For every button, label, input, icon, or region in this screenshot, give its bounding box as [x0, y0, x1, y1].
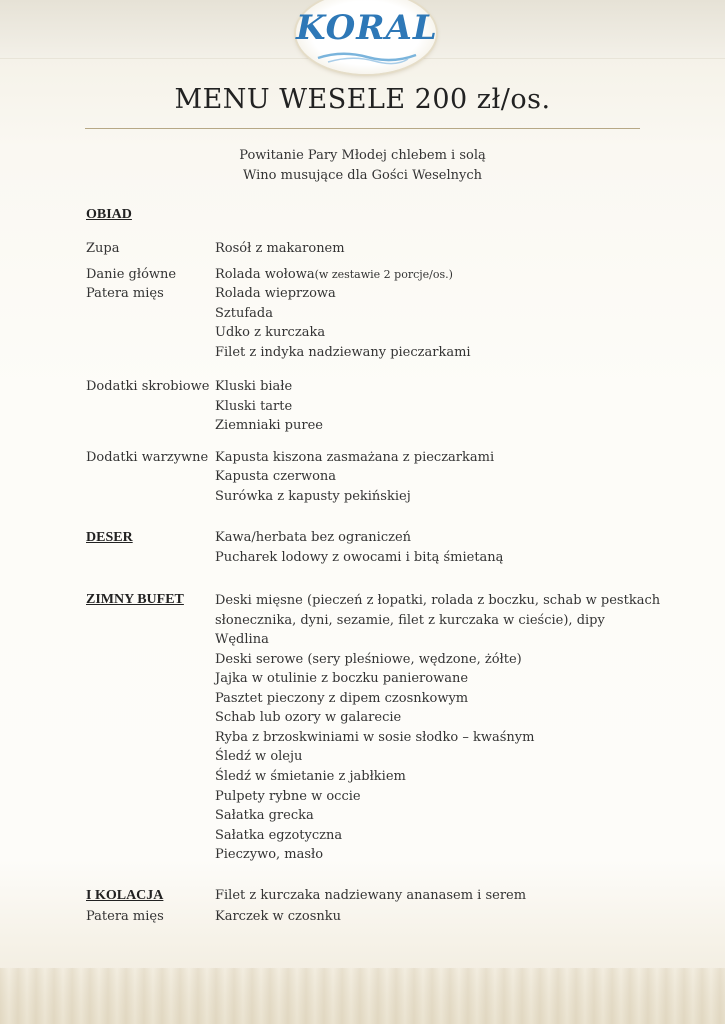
wave-icon [312, 48, 422, 66]
menu-item: Sztufada [215, 306, 273, 321]
section-deser-heading: DESER [86, 530, 133, 545]
intro-line: Powitanie Pary Młodej chlebem i solą [239, 148, 486, 163]
menu-item: Ryba z brzoskwiniami w sosie słodko – kwaśnym [215, 730, 535, 745]
menu-item: Jajka w otulinie z boczku panierowane [215, 671, 469, 686]
menu-item: Schab lub ozory w galarecie [215, 710, 402, 725]
menu-item: słonecznika, dyni, sezamie, filet z kurczaka w cieście), dipy [215, 613, 605, 628]
label-dodatki-skrobiowe: Dodatki skrobiowe [86, 379, 210, 394]
title-divider [85, 128, 640, 129]
label-dodatki-warzywne: Dodatki warzywne [86, 450, 209, 465]
label-patera-mies: Patera mięs [86, 286, 164, 301]
menu-item: Deski mięsne (pieczeń z łopatki, rolada z boczku, schab w pestkach [215, 593, 661, 608]
menu-item: Kapusta kiszona zasmażana z pieczarkami [215, 450, 495, 465]
section-kolacja-heading: I KOLACJA [86, 888, 164, 903]
menu-item: Udko z kurczaka [215, 325, 326, 340]
section-obiad-heading: OBIAD [86, 207, 132, 222]
menu-item: Rolada wieprzowa [215, 286, 336, 301]
menu-title: MENU WESELE 200 zł/os. [174, 84, 551, 115]
menu-item: Kawa/herbata bez ograniczeń [215, 530, 412, 545]
menu-item: Rosół z makaronem [215, 241, 345, 256]
menu-item: Kapusta czerwona [215, 469, 337, 484]
menu-item: Ziemniaki puree [215, 418, 323, 433]
label-danie-glowne: Danie główne [86, 267, 177, 282]
menu-item: Pasztet pieczony z dipem czosnkowym [215, 691, 469, 706]
menu-item: Surówka z kapusty pekińskiej [215, 489, 411, 504]
label-zupa: Zupa [86, 241, 120, 256]
menu-item: Filet z kurczaka nadziewany ananasem i serem [215, 888, 527, 903]
menu-item: Kluski tarte [215, 399, 293, 414]
menu-item: Karczek w czosnku [215, 909, 342, 924]
menu-item: Sałatka egzotyczna [215, 828, 343, 843]
menu-item: Filet z indyka nadziewany pieczarkami [215, 345, 471, 360]
menu-item: Śledź w oleju [215, 749, 303, 764]
menu-item: Pucharek lodowy z owocami i bitą śmietaną [215, 550, 504, 565]
menu-item: Sałatka grecka [215, 808, 314, 823]
logo-text: KORAL [296, 8, 438, 48]
menu-item: Kluski białe [215, 379, 293, 394]
menu-item: Śledź w śmietanie z jabłkiem [215, 769, 406, 784]
menu-item: Wędlina [215, 632, 269, 647]
menu-item [215, 267, 453, 282]
intro-line: Wino musujące dla Gości Weselnych [243, 168, 482, 183]
menu-item-name: Rolada wołowa [215, 267, 315, 282]
menu-item: Pieczywo, masło [215, 847, 324, 862]
label-kolacja-patera: Patera mięs [86, 909, 164, 924]
footer-pattern [0, 968, 725, 1024]
menu-item: Deski serowe (sery pleśniowe, wędzone, żółte) [215, 652, 522, 667]
menu-item: Pulpety rybne w occie [215, 789, 361, 804]
section-zimny-bufet-heading: ZIMNY BUFET [86, 592, 184, 607]
portion-note: (w zestawie 2 porcje/os.) [314, 268, 453, 281]
